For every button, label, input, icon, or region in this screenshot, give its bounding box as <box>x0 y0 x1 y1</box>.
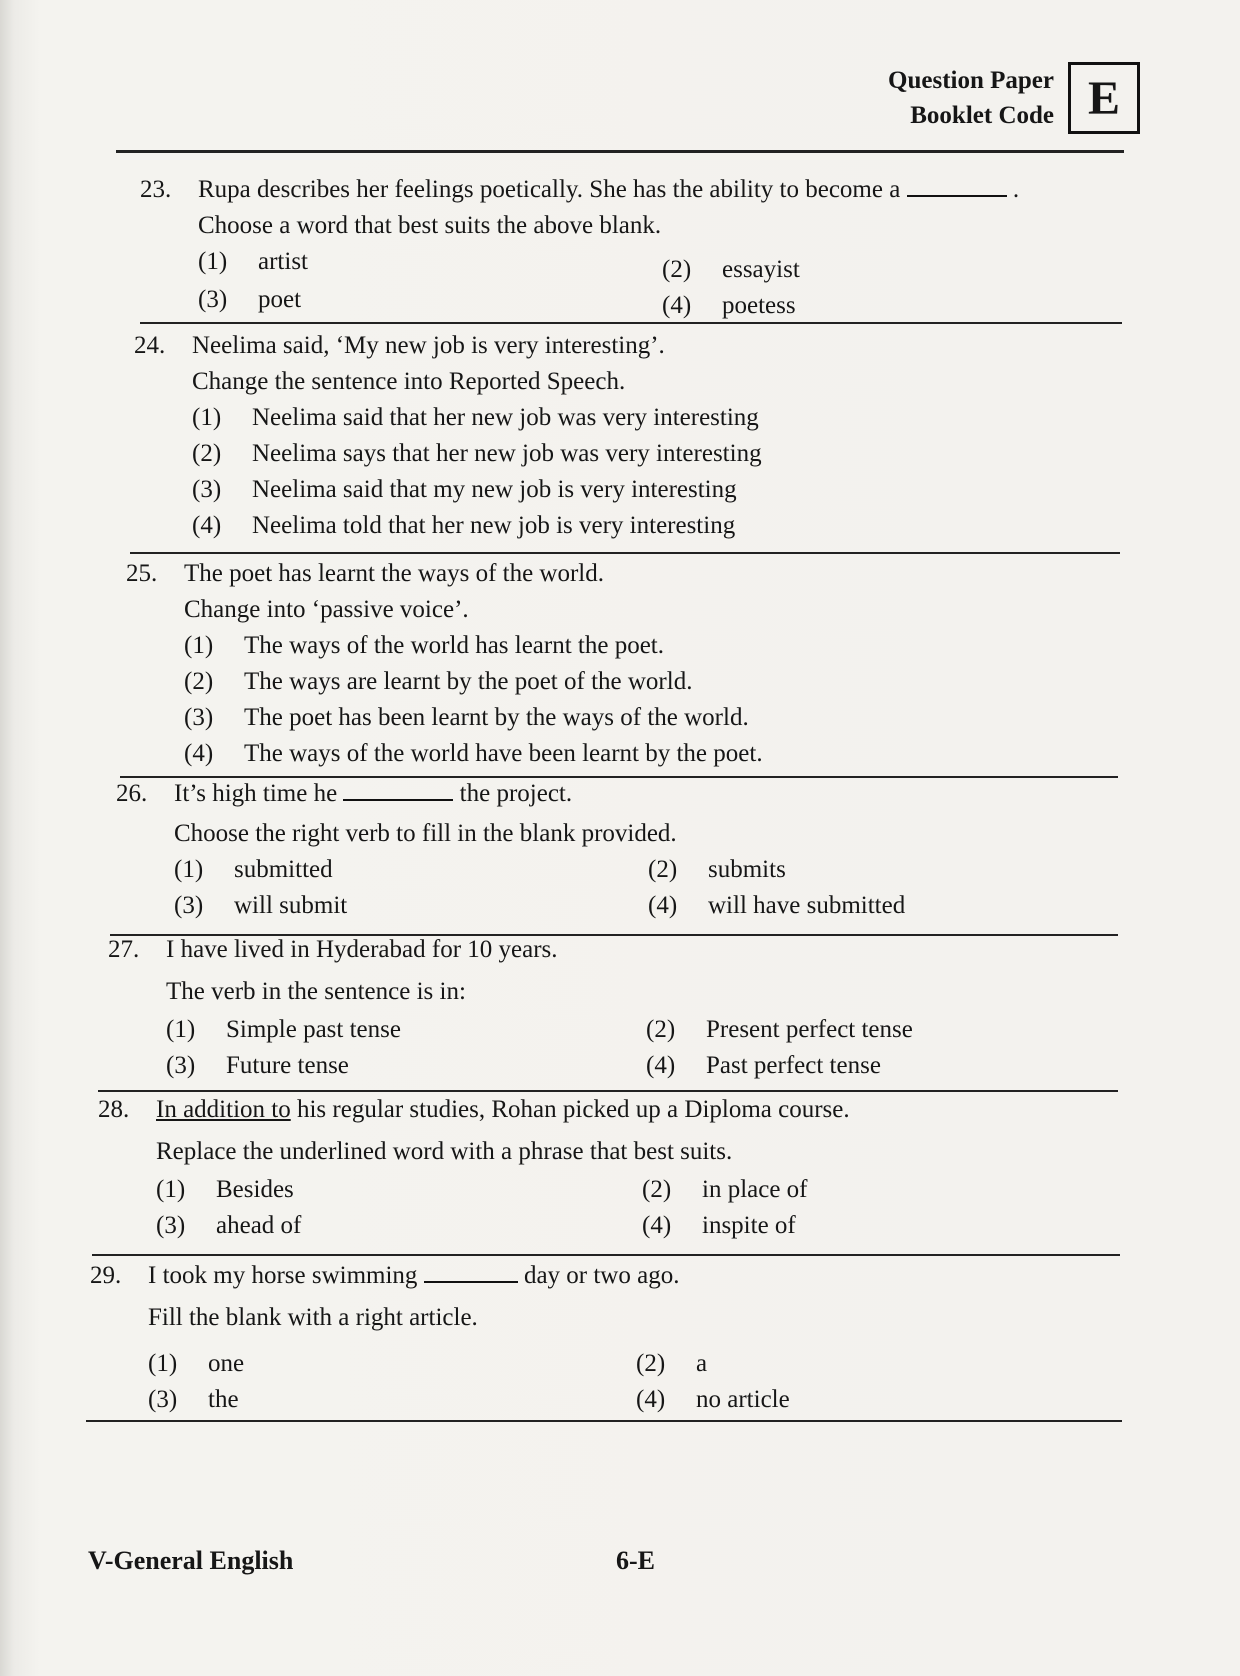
question-instruction: Change the sentence into Reported Speech. <box>192 368 626 395</box>
option-4[interactable]: (4) poetess <box>662 292 796 319</box>
header-line-1: Question Paper <box>888 67 1054 94</box>
option-2[interactable]: (2) in place of <box>642 1176 808 1203</box>
option-1[interactable]: (1) Simple past tense <box>166 1016 401 1043</box>
question-number: 27. <box>108 936 140 963</box>
option-4[interactable]: (4) will have submitted <box>648 892 906 919</box>
question-text: Neelima said, ‘My new job is very interesting’. <box>192 332 665 359</box>
option-3[interactable]: (3) Future tense <box>166 1052 349 1079</box>
question-number: 25. <box>126 560 158 587</box>
options <box>166 1012 1098 1084</box>
option-1[interactable]: (1) The ways of the world has learnt the poet. <box>184 632 665 659</box>
divider <box>86 1420 1122 1422</box>
question-28 <box>98 1092 1098 1244</box>
question-text-end: . <box>1012 176 1020 203</box>
divider <box>92 1254 1120 1256</box>
option-3[interactable]: (3) The poet has been learnt by the ways of the world. <box>184 704 749 731</box>
options <box>198 244 1120 324</box>
question-instruction: Replace the underlined word with a phrase that best suits. <box>156 1138 733 1165</box>
header-line-2: Booklet Code <box>910 102 1054 129</box>
divider <box>130 552 1120 554</box>
question-number: 26. <box>116 780 148 807</box>
option-4[interactable]: (4) no article <box>636 1386 790 1413</box>
question-text-end: the project. <box>459 780 573 807</box>
subject-footer: V-General English <box>88 1546 294 1575</box>
divider <box>140 322 1122 324</box>
option-4[interactable]: (4) Past perfect tense <box>646 1052 881 1079</box>
options <box>174 852 1096 924</box>
underlined-phrase: In addition to <box>156 1096 291 1123</box>
option-3[interactable]: (3) Neelima said that my new job is very interesting <box>192 476 737 503</box>
option-1[interactable]: (1) one <box>148 1350 245 1377</box>
options <box>184 628 1106 772</box>
option-1[interactable]: (1) Besides <box>156 1176 294 1203</box>
question-instruction: Change into ‘passive voice’. <box>184 596 469 623</box>
question-text: I have lived in Hyderabad for 10 years. <box>166 936 558 963</box>
question-text: The poet has learnt the ways of the world. <box>184 560 605 587</box>
question-23 <box>140 172 1120 324</box>
option-2[interactable]: (2) submits <box>648 856 786 883</box>
question-text-end: day or two ago. <box>523 1262 680 1289</box>
option-3[interactable]: (3) the <box>148 1386 239 1413</box>
answer-blank <box>907 175 1007 197</box>
option-2[interactable]: (2) Present perfect tense <box>646 1016 913 1043</box>
option-2[interactable]: (2) Neelima says that her new job was very interesting <box>192 440 762 467</box>
question-text: his regular studies, Rohan picked up a Diploma course. <box>296 1096 850 1123</box>
question-instruction: Choose a word that best suits the above blank. <box>198 212 662 239</box>
option-3[interactable]: (3) will submit <box>174 892 348 919</box>
option-2[interactable]: (2) essayist <box>662 256 800 283</box>
question-number: 28. <box>98 1096 130 1123</box>
option-1[interactable]: (1) Neelima said that her new job was very interesting <box>192 404 759 431</box>
question-text: I took my horse swimming <box>148 1262 418 1289</box>
booklet-code-box: E <box>1068 62 1140 134</box>
option-3[interactable]: (3) poet <box>198 286 302 313</box>
options <box>148 1346 1100 1418</box>
page-number: 6-E <box>616 1546 655 1575</box>
options <box>156 1172 1098 1244</box>
question-text: Rupa describes her feelings poetically. She has the ability to become a <box>198 176 901 203</box>
options <box>192 400 1114 544</box>
question-instruction: The verb in the sentence is in: <box>166 978 466 1005</box>
question-number: 29. <box>90 1262 122 1289</box>
question-27 <box>108 932 1098 1084</box>
question-instruction: Choose the right verb to fill in the blank provided. <box>174 820 677 847</box>
question-instruction: Fill the blank with a right article. <box>148 1304 478 1331</box>
divider <box>116 150 1124 153</box>
question-number: 23. <box>140 176 172 203</box>
question-26 <box>116 776 1096 924</box>
question-25 <box>126 556 1106 772</box>
question-text: It’s high time he <box>174 780 338 807</box>
option-2[interactable]: (2) a <box>636 1350 708 1377</box>
option-3[interactable]: (3) ahead of <box>156 1212 302 1239</box>
option-4[interactable]: (4) inspite of <box>642 1212 796 1239</box>
question-number: 24. <box>134 332 166 359</box>
booklet-code-label <box>888 63 1054 133</box>
option-1[interactable]: (1) submitted <box>174 856 333 883</box>
option-4[interactable]: (4) Neelima told that her new job is very interesting <box>192 512 736 539</box>
question-24 <box>134 328 1114 544</box>
option-1[interactable]: (1) artist <box>198 248 308 275</box>
option-4[interactable]: (4) The ways of the world have been learnt by the poet. <box>184 740 763 767</box>
option-2[interactable]: (2) The ways are learnt by the poet of the world. <box>184 668 693 695</box>
booklet-code-header <box>888 62 1140 134</box>
answer-blank <box>343 779 453 801</box>
answer-blank <box>424 1261 518 1283</box>
question-29 <box>90 1258 1100 1418</box>
